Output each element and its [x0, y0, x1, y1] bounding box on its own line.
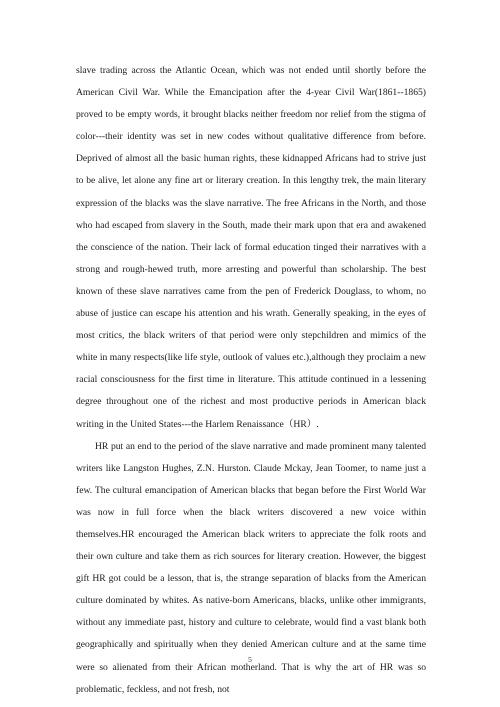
paragraph-harlem-renaissance: HR put an end to the period of the slave narrative and made prominent many talented writers like Langston Hughes, Z.N. Hurston. Claude Mckay, Jean Toomer, to name just a few. The cultural emancipation of American blacks that began before the First World War was now in full force when the black writers discovered a new voice within themselves.HR encouraged the American black writers to appreciate the folk roots and their own culture and take them as rich sources for literary creation. However, the biggest gift HR got could be a lesson, that is, the strange separation of blacks from the American culture dominated by whites. As native-born Americans, blacks, unlike other immigrants, without any immediate past, history and culture to celebrate, would find a vast blank both geographically and spiritually when they denied American culture and at the same time were so alienated from their African motherland. That is why the art of HR was so problematic, feckless, and not fresh, not: [76, 440, 426, 695]
paragraph-slave-narrative: slave trading across the Atlantic Ocean, which was not ended until shortly before the American Civil War. While the Emancipation after the 4-year Civil War(1861--1865) proved to be empty words, it brought blacks neither freedom nor relief from the stigma of color---their identity was set in new codes without qualitative difference from before. Deprived of almost all the basic human rights, these kidnapped Africans had to strive just to be alive, let alone any fine art or literary creation. In this lengthy trek, the main literary expression of the blacks was the slave narrative. The free Africans in the North, and those who had escaped from slavery in the South, made their mark upon that era and awakened the conscience of the nation. Their lack of formal education tinged their narratives with a strong and rough-hewed truth, more arresting and powerful than scholarship. The best known of these slave narratives came from the pen of Frederick Douglass, to whom, no abuse of justice can escape his attention and his wrath. Generally speaking, in the eyes of most critics, the black writers of that period were only stepchildren and mimics of the white in many respects(like life style, outlook of values etc.),although they proclaim a new racial consciousness for the first time in literature. This attitude continued in a lessening degree throughout one of the richest and most productive periods in American black writing in the United States---the Harlem Renaissance（HR）.: [76, 65, 426, 430]
body-text: [76, 60, 426, 701]
page-number: 5: [248, 655, 252, 664]
